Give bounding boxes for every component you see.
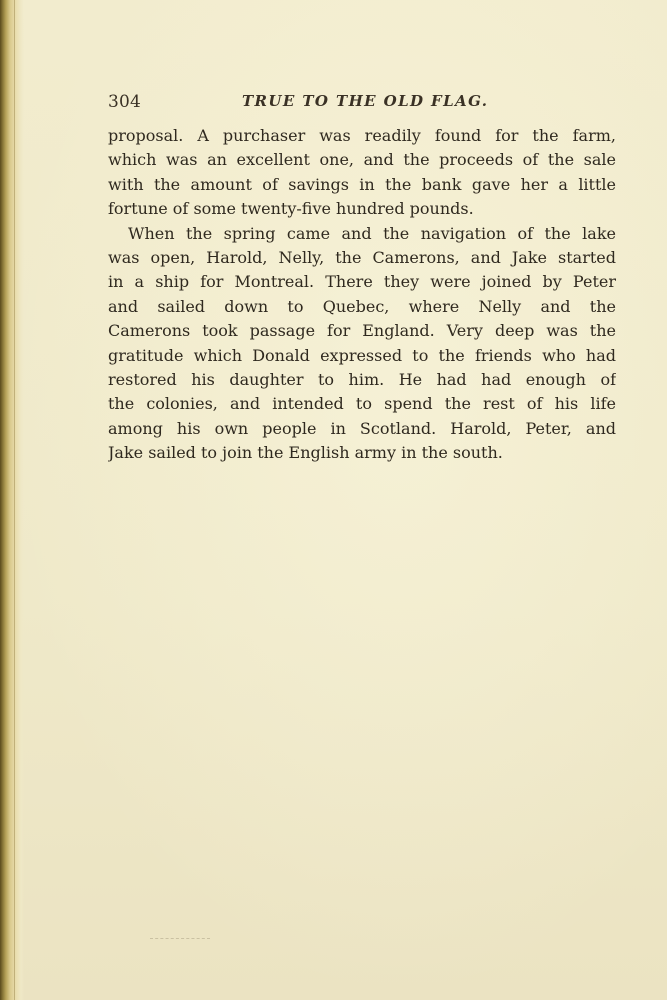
paper-speck-marks [150, 938, 210, 943]
text-line: When the spring came and the navigation of the lake [128, 223, 616, 243]
text-line: gratitude which Donald expressed to the friends who had [108, 345, 616, 365]
spine-fold-line [14, 0, 15, 1000]
body-text [108, 124, 616, 466]
text-line: proposal. A purchaser was readily found for the farm, [108, 126, 616, 145]
text-line: restored his daughter to him. He had had enough of [108, 370, 616, 390]
text-line: and sailed down to Quebec, where Nelly and the [108, 296, 616, 316]
running-title: TRUE TO THE OLD FLAG. [242, 92, 489, 110]
text-line: among his own people in Scotland. Harold, Peter, and [108, 418, 616, 438]
book-spine-edge [0, 0, 24, 1000]
text-line: fortune of some twenty-five hundred pounds. [108, 199, 474, 219]
text-line: Camerons took passage for England. Very deep was the [108, 321, 616, 341]
page-header [108, 92, 613, 114]
text-line: the colonies, and intended to spend the rest of his life [108, 394, 616, 414]
text-line: which was an excellent one, and the proceeds of the sale [108, 150, 616, 170]
text-line: in a ship for Montreal. There they were joined by Peter [108, 272, 616, 292]
text-line: was open, Harold, Nelly, the Camerons, and Jake started [108, 248, 616, 268]
text-line: with the amount of savings in the bank gave her a little [108, 174, 616, 194]
text-line: Jake sailed to join the English army in the south. [108, 443, 503, 463]
page-number: 304 [108, 92, 142, 112]
